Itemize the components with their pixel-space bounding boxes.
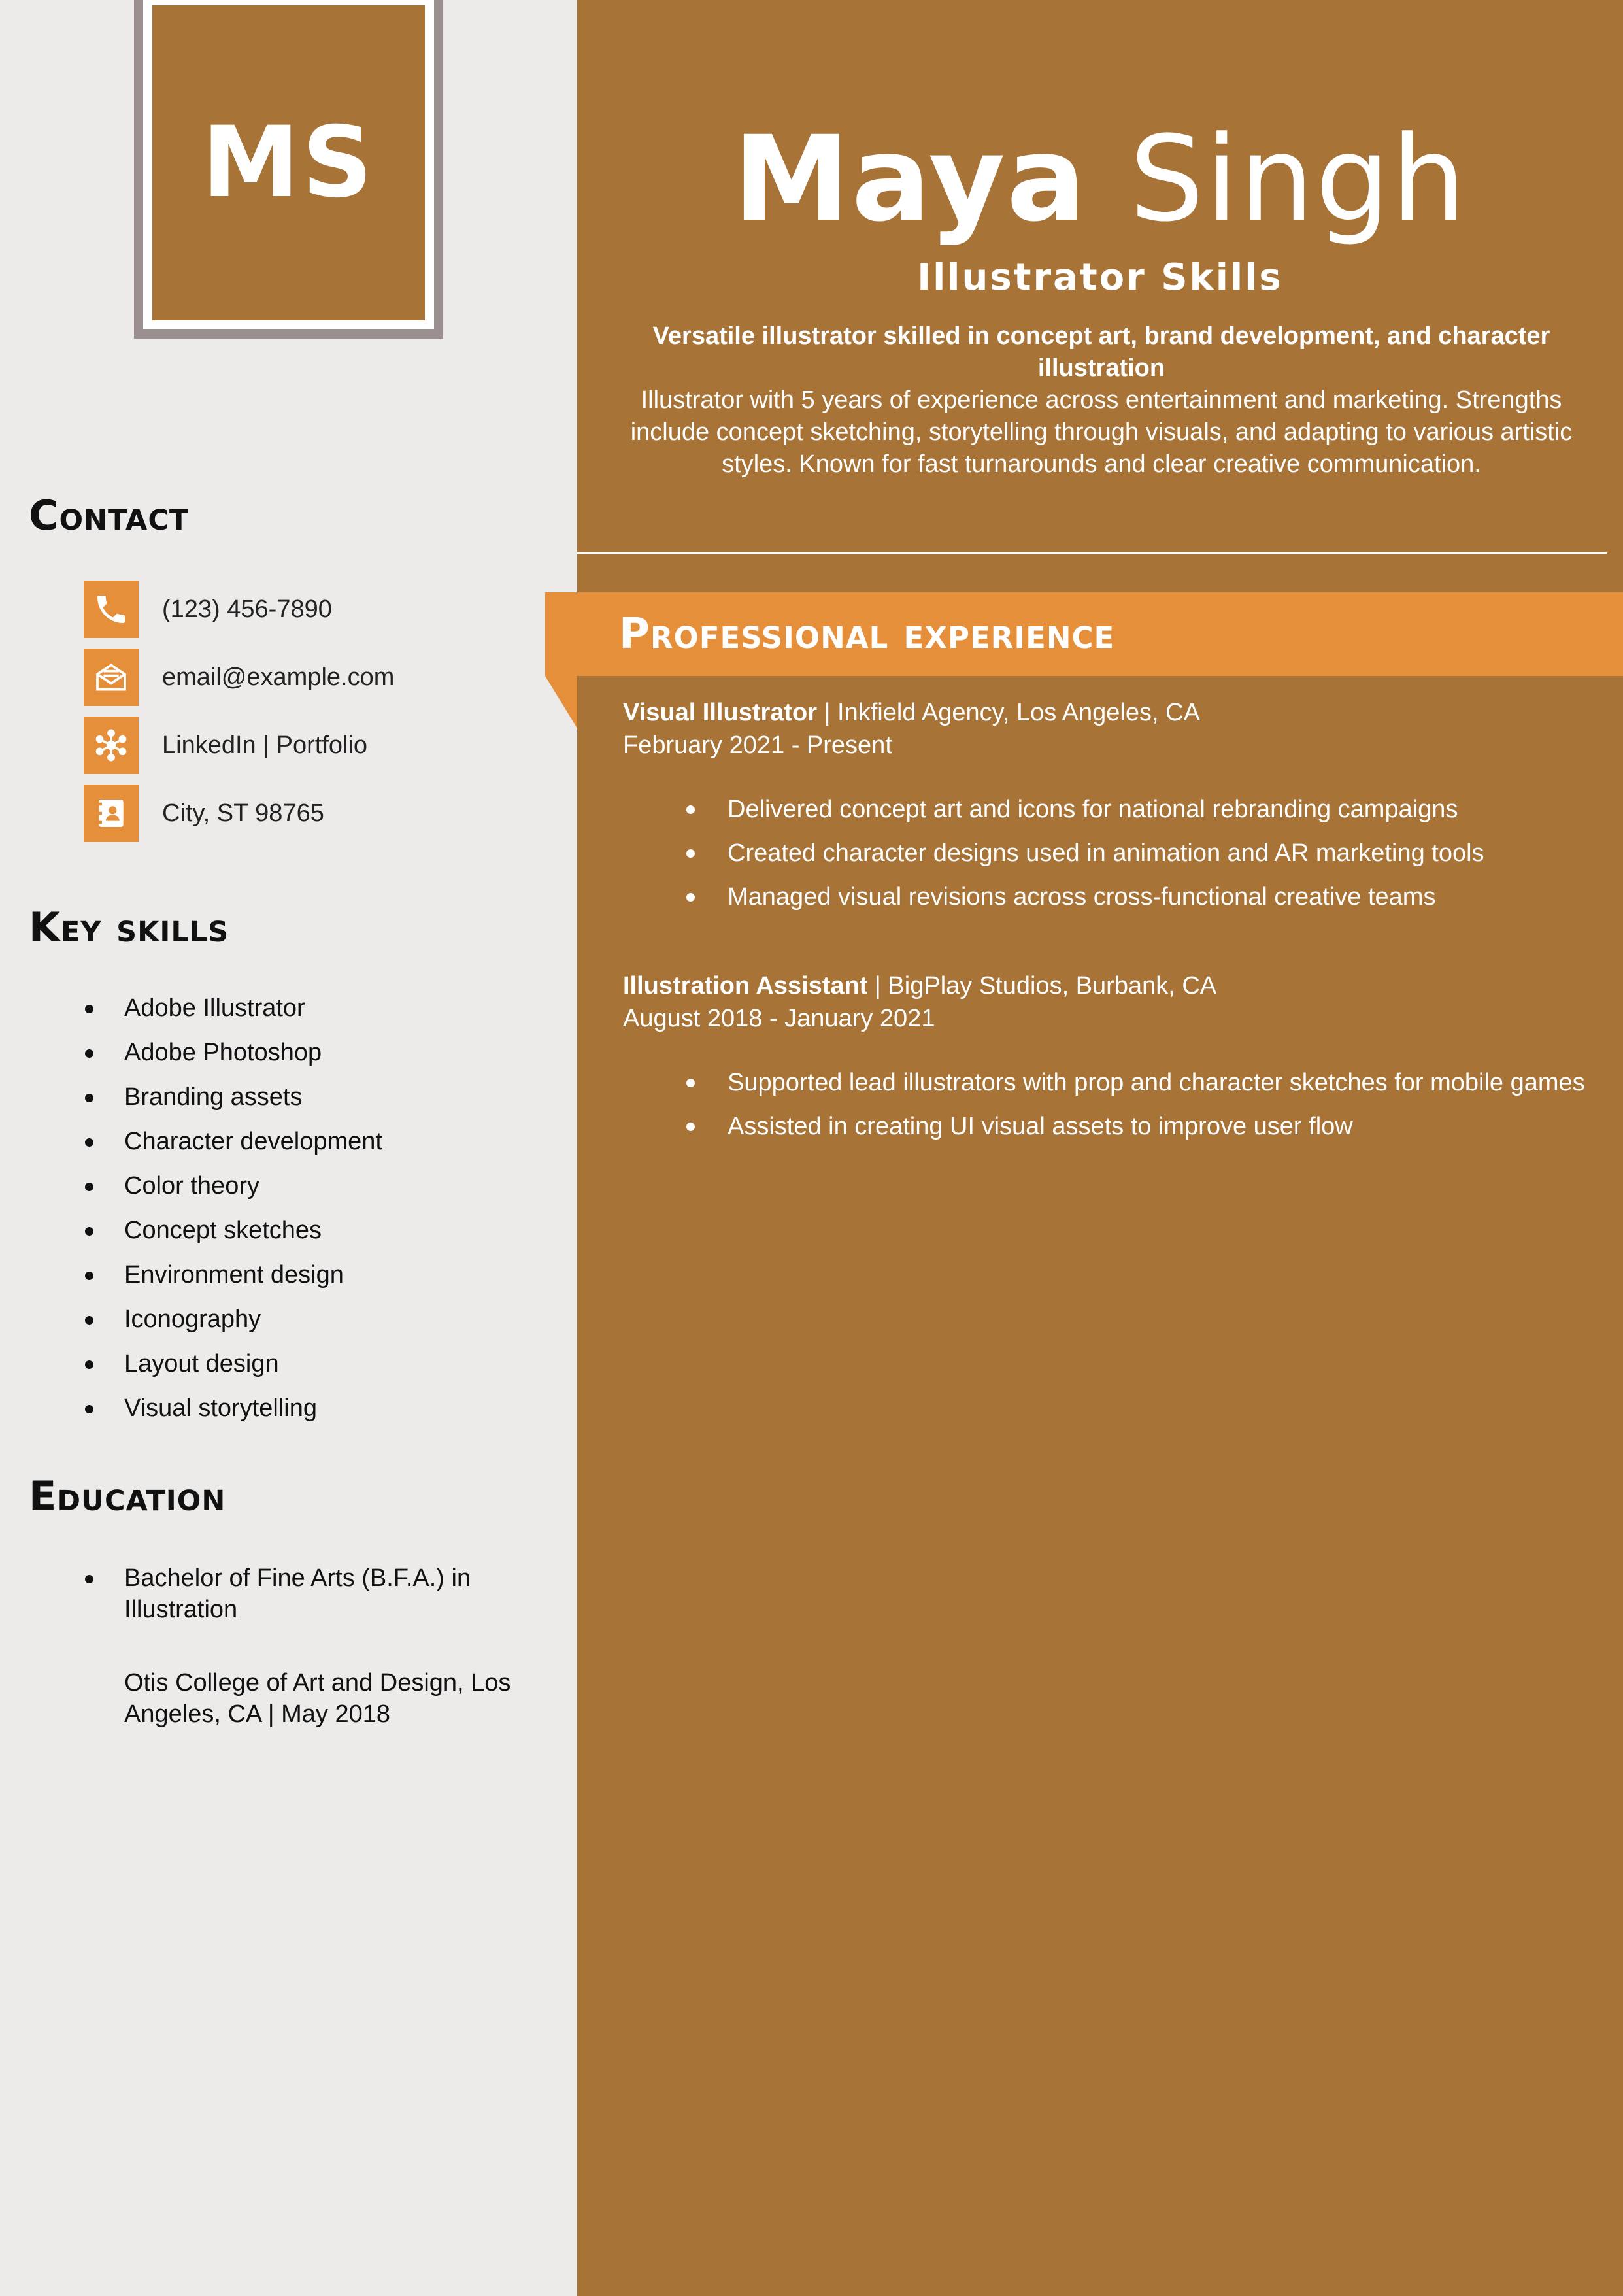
job-bullet: Assisted in creating UI visual assets to improve user flow: [623, 1110, 1616, 1143]
job-dates: August 2018 - January 2021: [623, 1005, 935, 1032]
links-text[interactable]: LinkedIn | Portfolio: [162, 731, 368, 759]
contact-address: [84, 785, 394, 842]
job-entry: [623, 970, 1616, 1154]
job-dates: February 2021 - Present: [623, 732, 892, 759]
job-org: | Inkfield Agency, Los Angeles, CA: [817, 699, 1200, 726]
summary-lead: Versatile illustrator skilled in concept art, brand development, and character illustration: [652, 322, 1550, 382]
skills-list: [85, 992, 382, 1437]
monogram-frame: [134, 0, 443, 339]
last-name: Singh: [1129, 111, 1467, 248]
education-list: [85, 1562, 543, 1625]
education-school: Otis College of Art and Design, Los Angeles, CA | May 2018: [124, 1669, 511, 1728]
skill-item: Character development: [85, 1126, 382, 1157]
divider: [577, 552, 1607, 554]
skill-item: Environment design: [85, 1259, 382, 1291]
skill-item: Branding assets: [85, 1081, 382, 1113]
education-heading: Education: [29, 1472, 226, 1520]
education-degree: Bachelor of Fine Arts (B.F.A.) in Illustration: [85, 1562, 543, 1625]
skills-heading: Key skills: [29, 903, 229, 951]
skill-item: Concept sketches: [85, 1215, 382, 1246]
summary: [614, 320, 1588, 481]
contact-links: [84, 717, 394, 774]
email-text[interactable]: email@example.com: [162, 663, 395, 691]
contact-email: [84, 649, 394, 706]
headline: Illustrator Skills: [917, 256, 1283, 299]
experience-band: [545, 592, 1623, 676]
skill-item: Adobe Photoshop: [85, 1037, 382, 1068]
job-title: Illustration Assistant: [623, 972, 868, 1000]
job-title: Visual Illustrator: [623, 699, 818, 726]
phone-icon: [84, 581, 139, 638]
skill-item: Adobe Illustrator: [85, 992, 382, 1024]
job-entry: [623, 696, 1616, 924]
band-fold: [545, 676, 577, 728]
contact-list: [84, 581, 394, 853]
skill-item: Layout design: [85, 1348, 382, 1379]
job-org: | BigPlay Studios, Burbank, CA: [867, 972, 1217, 1000]
address-text: City, ST 98765: [162, 799, 324, 827]
skill-item: Visual storytelling: [85, 1393, 382, 1424]
skill-item: Color theory: [85, 1170, 382, 1202]
job-bullets: [623, 793, 1616, 913]
contact-phone: [84, 581, 394, 638]
job-bullet: Supported lead illustrators with prop and character sketches for mobile games: [623, 1066, 1616, 1099]
envelope-icon: [84, 649, 139, 706]
summary-body: Illustrator with 5 years of experience across entertainment and marketing. Strengths include concept sketching, storytelling through visuals, and adapting to various artistic styles. Known for fast turnarounds and clear creative communication.: [630, 386, 1573, 478]
monogram: MS: [152, 5, 425, 320]
first-name: Maya: [733, 111, 1088, 248]
job-bullets: [623, 1066, 1616, 1143]
phone-text[interactable]: (123) 456-7890: [162, 595, 332, 623]
job-bullet: Managed visual revisions across cross-functional creative teams: [623, 881, 1616, 913]
skill-item: Iconography: [85, 1304, 382, 1335]
job-bullet: Created character designs used in animation and AR marketing tools: [623, 837, 1616, 869]
job-bullet: Delivered concept art and icons for national rebranding campaigns: [623, 793, 1616, 826]
address-card-icon: [84, 785, 139, 842]
network-icon: [84, 717, 139, 774]
experience-heading: Professional experience: [619, 610, 1115, 658]
contact-heading: Contact: [29, 492, 190, 539]
candidate-name: [577, 111, 1623, 248]
